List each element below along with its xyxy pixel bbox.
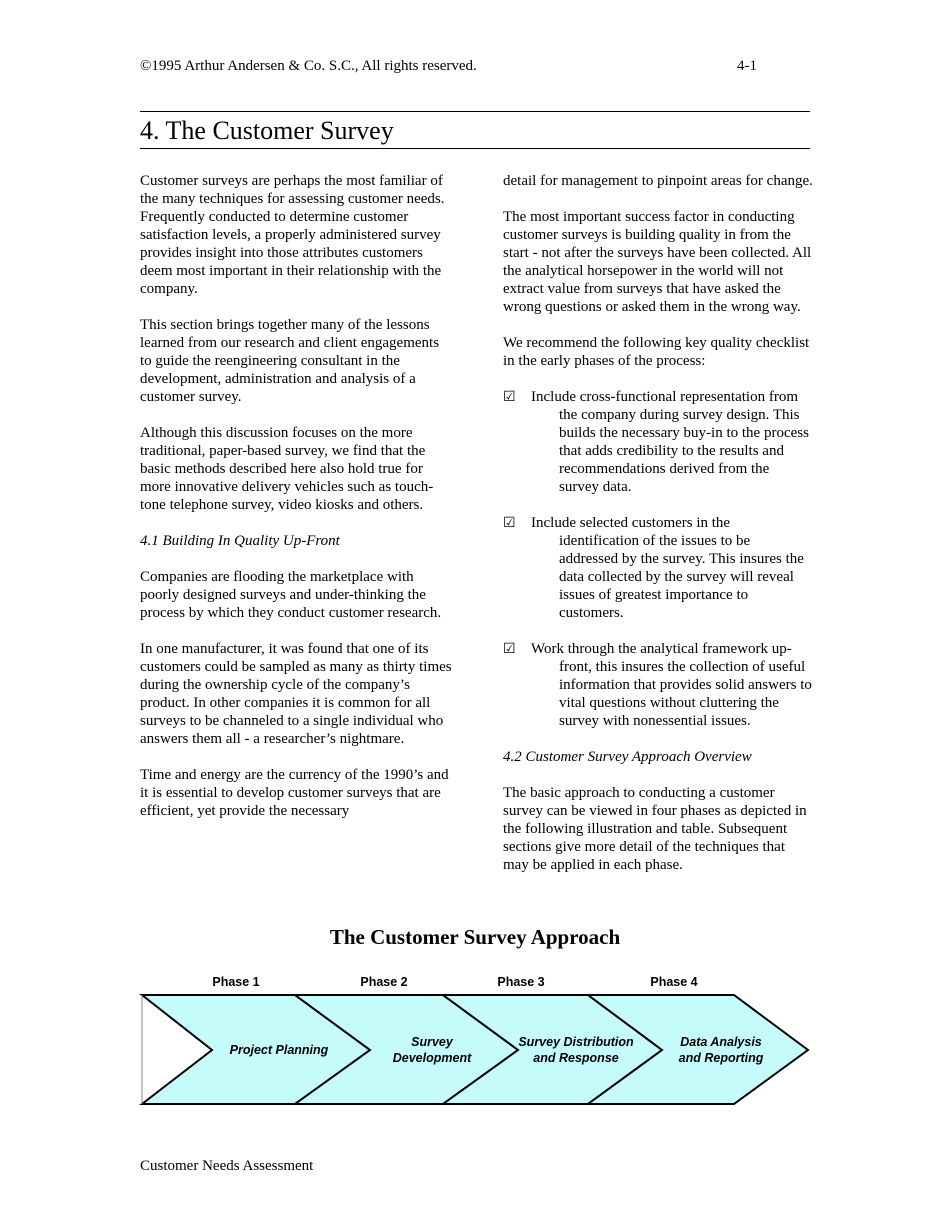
paragraph: This section brings together many of the lessons learned from our research and client engagements to guide the reengineering consultant in the development, administration and analysis of a customer survey. [140, 317, 440, 405]
paragraph: The basic approach to conducting a customer survey can be viewed in four phases as depicted in the following illustration and table. Subsequent sections give more detail of the techniques that may be applied in each phase. [503, 785, 807, 873]
checkbox-icon: ☑ [503, 515, 516, 531]
paragraph: Although this discussion focuses on the more traditional, paper-based survey, we find that the basic methods described here also hold true for more innovative delivery vehicles such as touch-tone telephone survey, video kiosks and others. [140, 425, 434, 513]
survey-approach-diagram [0, 960, 950, 1120]
chapter-title: 4. The Customer Survey [140, 116, 394, 145]
figure-title: The Customer Survey Approach [329, 925, 621, 949]
checklist-item [503, 514, 813, 622]
paragraph: Time and energy are the currency of the 1990’s and it is essential to develop customer surveys that are efficient, yet provide the necessary [140, 767, 449, 819]
phase-4-name-line1: Data Analysis [680, 1035, 762, 1049]
paragraph: Customer surveys are perhaps the most familiar of the many techniques for assessing customer needs. Frequently conducted to determine customer satisfaction levels, a properly administered survey provides insight into those attributes customers deem most important in their relationship with the company. [140, 173, 445, 297]
checkbox-icon: ☑ [503, 641, 516, 657]
paragraph: In one manufacturer, it was found that one of its customers could be sampled as many as thirty times during the ownership cycle of the company’s product. In other companies it is common for all surveys to be channeled to a single individual who answers them all - a researcher’s nightmare. [140, 641, 452, 747]
phase-4-name-line2: and Reporting [678, 1051, 764, 1065]
checklist-item [503, 640, 813, 730]
paragraph: detail for management to pinpoint areas for change. [503, 173, 813, 189]
copyright-notice: ©1995 Arthur Andersen & Co. S.C., All rights reserved. [140, 58, 477, 74]
phase-2-name-line2: Development [392, 1051, 472, 1065]
page-number: 4-1 [737, 58, 757, 74]
phase-3-label: Phase 3 [497, 975, 545, 989]
phase-2-label: Phase 2 [360, 975, 408, 989]
phase-4-label: Phase 4 [650, 975, 698, 989]
paragraph: The most important success factor in conducting customer surveys is building quality in from the start - not after the surveys have been collected. All the analytical horsepower in the world will not extract value from surveys that have asked the wrong questions or asked them in the wrong way. [503, 209, 812, 315]
checkbox-icon: ☑ [503, 389, 516, 405]
paragraph: We recommend the following key quality checklist in the early phases of the process: [503, 335, 810, 369]
right-column [503, 172, 813, 892]
checklist-item-text: Work through the analytical framework up-front, this insures the collection of useful information that provides solid answers to vital questions without cluttering the survey with nonessential issues. [531, 641, 812, 729]
phase-1-name: Project Planning [229, 1043, 329, 1057]
checklist-item-text: Include cross-functional representation from the company during survey design. This builds the necessary buy-in to the process that adds credibility to the results and recommendations derived from the survey data. [531, 389, 809, 495]
footer-text: Customer Needs Assessment [140, 1158, 314, 1174]
checklist-item-text: Include selected customers in the identification of the issues to be addressed by the survey. This insures the data collected by the survey will reveal issues of greatest importance to customers. [531, 515, 804, 621]
section-heading-4-1: 4.1 Building In Quality Up-Front [140, 533, 340, 549]
paragraph: Companies are flooding the marketplace with poorly designed surveys and under-thinking the process by which they conduct customer research. [140, 569, 442, 621]
title-top-rule [140, 111, 810, 112]
phase-2-name-line1: Survey [411, 1035, 453, 1049]
checklist-item [503, 388, 813, 496]
phase-3-name-line1: Survey Distribution [518, 1035, 634, 1049]
section-heading-4-2: 4.2 Customer Survey Approach Overview [503, 749, 752, 765]
left-column [140, 172, 452, 838]
phase-3-name-line2: and Response [533, 1051, 619, 1065]
title-bottom-rule [140, 148, 810, 149]
phase-1-label: Phase 1 [212, 975, 260, 989]
